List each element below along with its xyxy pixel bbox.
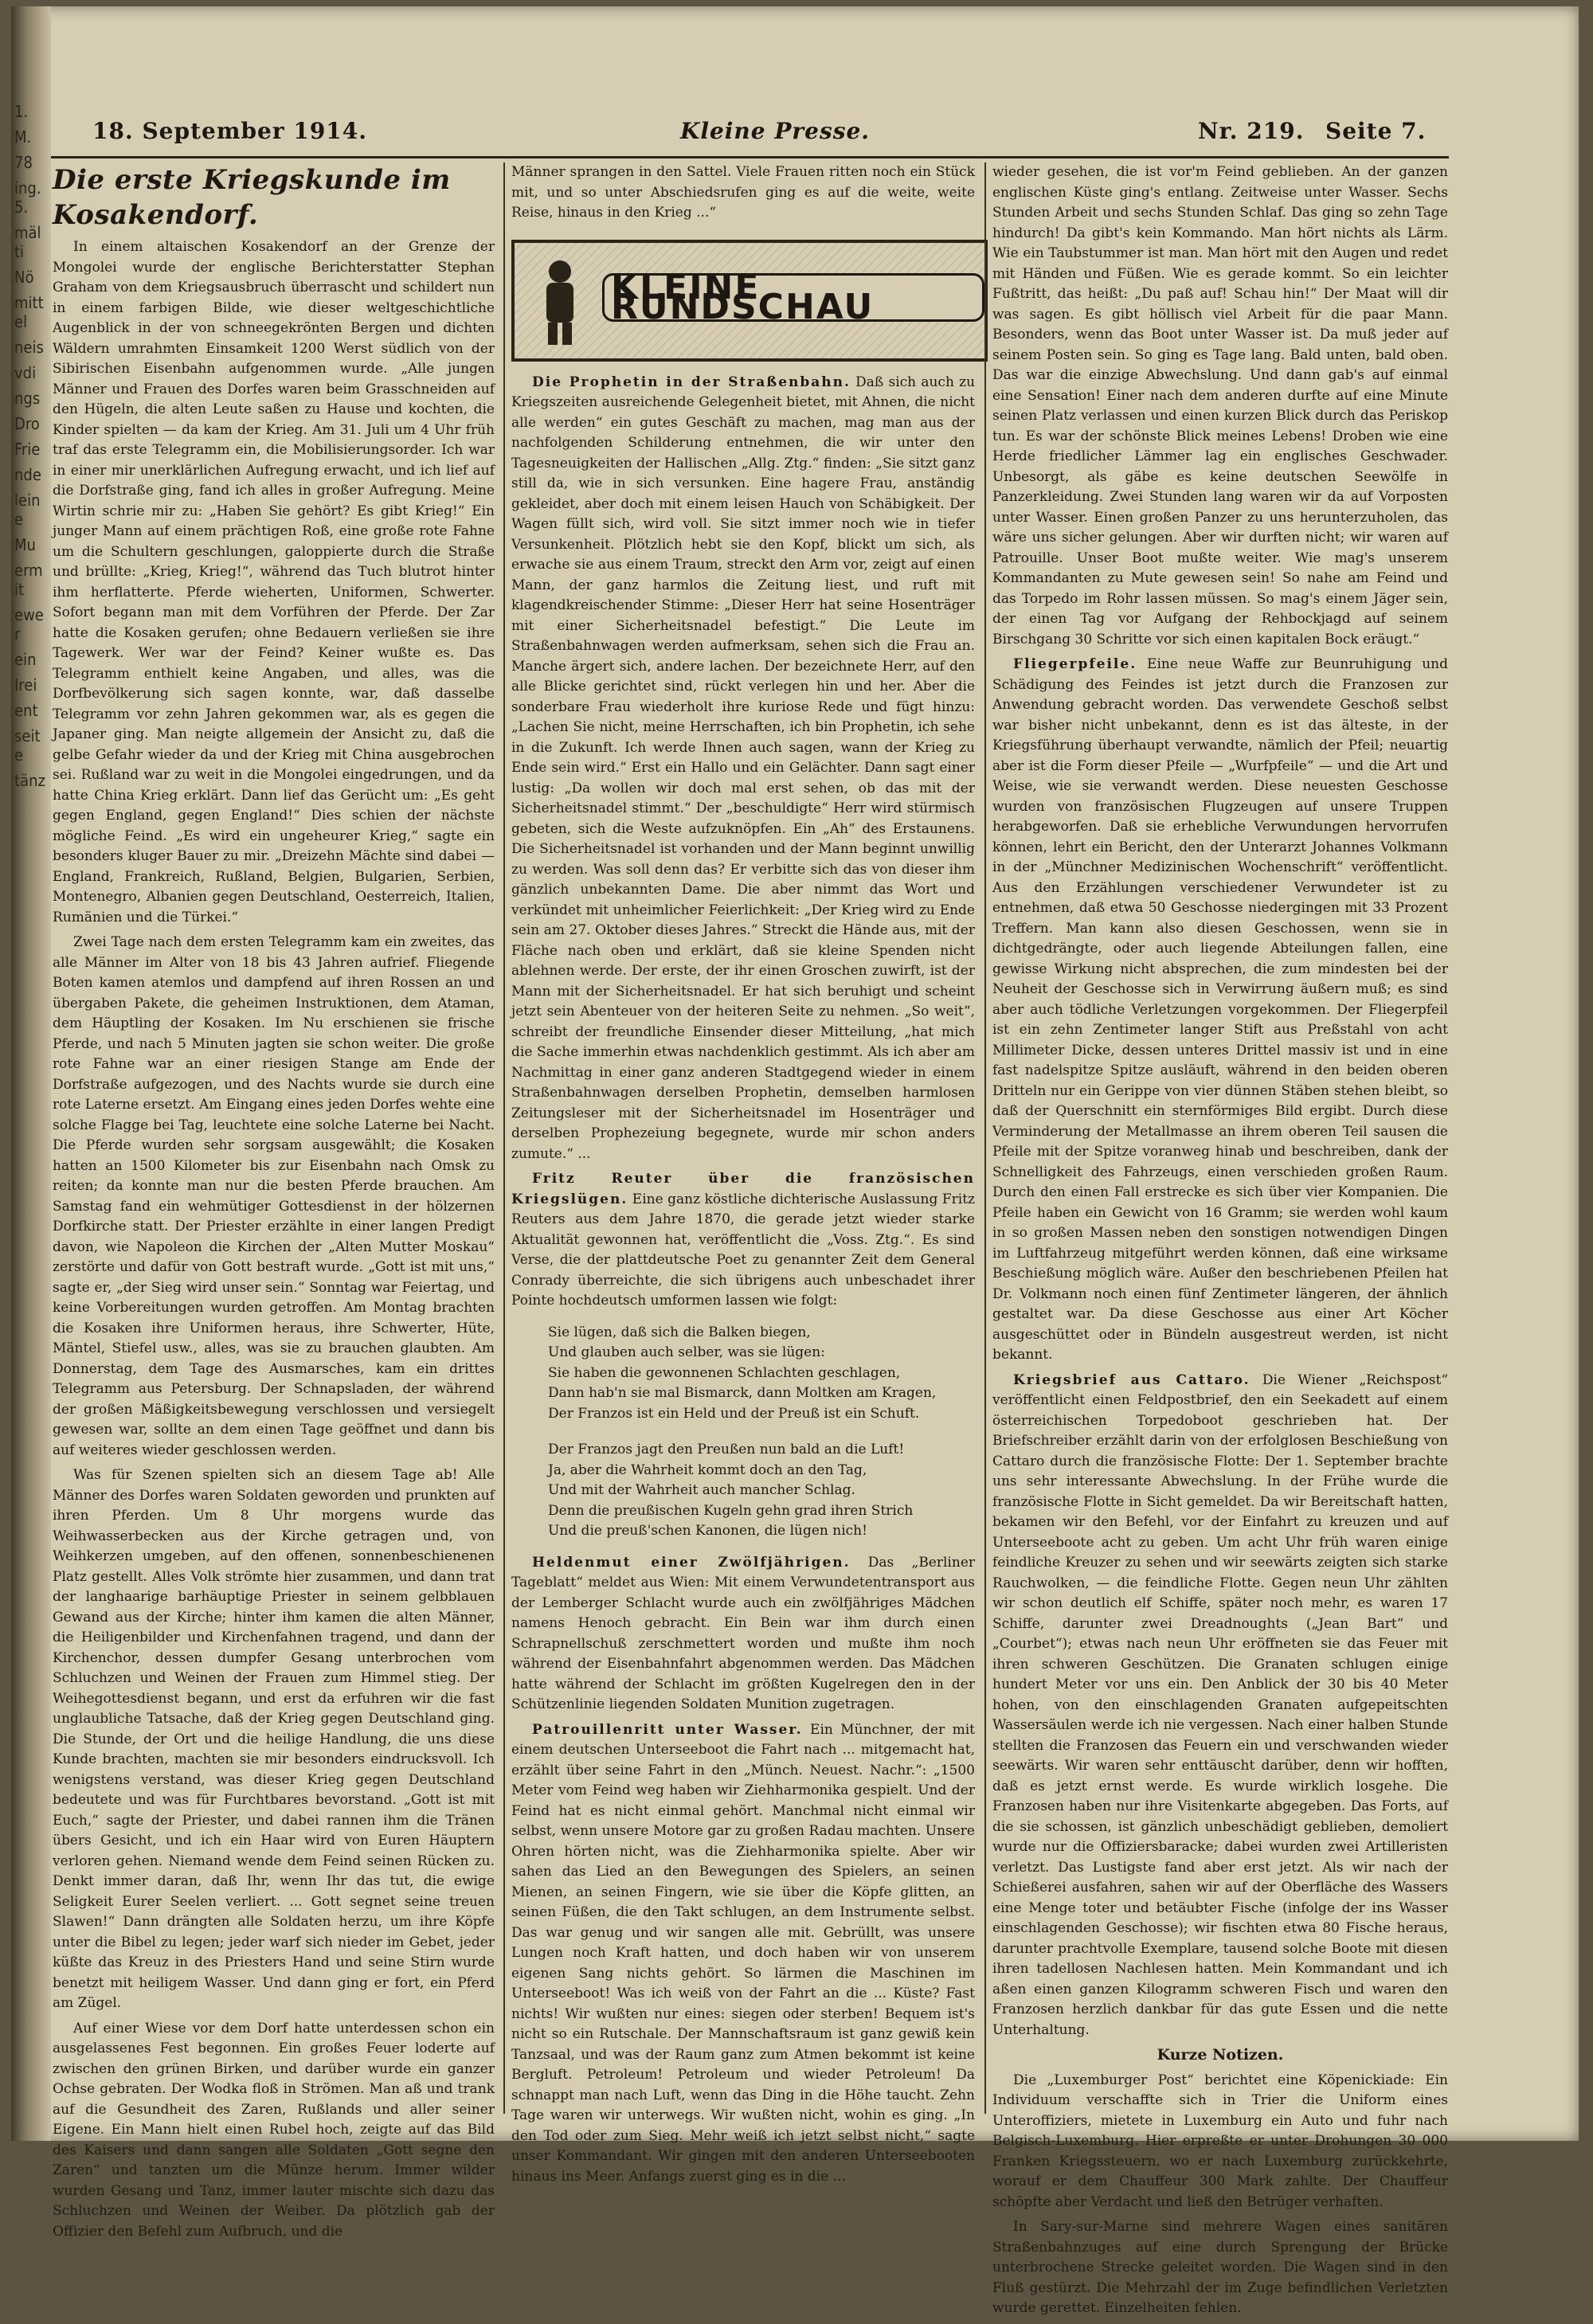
poem-line: Der Franzos jagt den Preußen nun bald an die Luft! (548, 1442, 905, 1457)
column-3 (992, 162, 1448, 2324)
article (992, 1371, 1448, 2041)
soldier-figure-icon (532, 257, 588, 346)
article (511, 1553, 975, 1716)
previous-page-fragment: 1. (14, 102, 29, 121)
column-2 (511, 162, 975, 2192)
paragraph: Zwei Tage nach dem ersten Telegramm kam ein zweites, das alle Männer im Alter von 18 bis 43 Jahren aufrief. Fliegende Boten kamen atemlos und dampfend auf ihren Rossen an und übergaben Pakete, die geheimen Instruktionen, dem Ataman, dem Häuptling der Kosaken. Im Nu erschienen sie frische Pferde, und nach 5 Minuten jagten sie schon weiter. Die große rote Fahne war an einer riesigen Stange am Ende der Dorfstraße aufgezogen, und des Nachts wurde sie durch eine rote Laterne ersetzt. Am Eingang eines jeden Dorfes wehte eine solche Flagge bei Tag, leuchtete eine solche Laterne bei Nacht. Die Pferde wurden sehr sorgsam ausgewählt; die Kosaken hatten an 1500 Kilometer bis zur Eisenbahn nach Omsk zu reiten; da konnte man nur die besten Pferde brauchen. Am Samstag fand ein wehmütiger Gottesdienst in der hölzernen Dorfkirche statt. Der Priester erzählte in einer langen Predigt davon, wie Napoleon die Kirchen der „Alten Mutter Moskau“ zerstörte und dafür von Gott bestraft wurde. „Gott ist mit uns,“ sagte er, „der Sieg wird unser sein.“ Sonntag war Feiertag, und keine Vorbereitungen wurden getroffen. Am Montag brachten die Kosaken ihre Uniformen heraus, ihre Schwerter, Hüte, Mäntel, Stiefel usw., alles, was sie zu brauchen glaubten. Am Donnerstag, dem Tage des Ausmarsches, kam ein drittes Telegramm aus Petersburg. Der Schnapsladen, der während der großen Mäßigkeitsbewegung verschlossen und versiegelt gewesen war, sollte an dem einen Tage geöffnet und dann bis auf weiteres wieder geschlossen werden. (53, 934, 495, 1458)
poem-line: Ja, aber die Wahrheit kommt doch an den Tag, (548, 1461, 867, 1478)
header-issue-number: Nr. 219. (1198, 118, 1305, 144)
article-title: Fliegerpfeile. (1013, 656, 1137, 672)
header-rule (51, 156, 1449, 158)
previous-page-fragment: tänz (14, 771, 45, 790)
paragraph: Männer sprangen in den Sattel. Viele Frauen ritten noch ein Stück mit, und so unter Abschiedsrufen ging es auf die weite, weite Reise, hinaus in den Krieg ...“ (511, 164, 975, 221)
poem (548, 1323, 975, 1542)
previous-page-fragment: vdi (14, 363, 37, 382)
section-heading: Kurze Notizen. (1157, 2046, 1284, 2064)
article-text: Eine ganz köstliche dichterische Auslassung Fritz Reuters aus dem Jahre 1870, die gerade jetzt wieder starke Aktualität gewonnen hat, veröffentlicht die „Voss. Ztg.“. Es sind Verse, die der plattdeutsche Poet zu genannter Zeit dem General Conrady überreichte, die sich übrigens auch unbeschadet ihrer Pointe hochdeutsch umformen lassen wie folgt: (511, 1191, 975, 1309)
previous-page-fragment: 78 (14, 153, 33, 172)
header-date: 18. September 1914. (92, 118, 368, 144)
previous-page-fragment: Frie (14, 440, 41, 459)
page-header (51, 118, 1449, 156)
header-newspaper: Kleine Presse. (680, 118, 871, 144)
poem-line: Und die preuß'schen Kanonen, die lügen nich! (548, 1523, 867, 1539)
previous-page-fragment: ewer (14, 605, 44, 644)
article (511, 1720, 975, 2188)
previous-page-fragments (14, 102, 46, 796)
poem-line: Und glauben auch selber, was sie lügen: (548, 1344, 825, 1360)
article-text: Daß sich auch zu Kriegszeiten ausreichende Gelegenheit bietet, mit Ahnen, die nicht alle werden“ ein gutes Geschäft zu machen, mag man aus der nachfolgenden Schilderung entnehmen, die wir unter den Tagesneuigkeiten der Hallischen „Allg. Ztg.“ finden: „Sie sitzt ganz still da, wie in sich versunken. Eine hagere Frau, anständig gekleidet, aber doch mit einem leisen Hauch von Schäbigkeit. Der Wagen füllt sich, wird voll. Sie sitzt immer noch wie in tiefer Versunkenheit. Plötzlich hebt sie den Kopf, blickt um sich, als erwache sie aus einem Traum, streckt den Arm vor, zeigt auf einen Mann, der ganz harmlos die Zeitung liest, und ruft mit klagendkreischender Stimme: „Dieser Herr hat seine Hosenträger mit einer Sicherheitsnadel befestigt.“ Die Leute im Straßenbahnwagen werden aufmerksam, sehen sich die Frau an. Manche ärgert sich, andere lachen. Der bezeichnete Herr, auf den alle Blicke gerichtet sind, rückt verlegen hin und her. Aber die sonderbare Frau wiederholt ihre kuriose Rede und fügt hinzu: „Lachen Sie nicht, meine Herrschaften, ich bin Prophetin, ich sehe in die Zukunft. Ich werde Ihnen auch sagen, wann der Krieg zu Ende sein wird.“ Erst ein Hallo und ein Gelächter. Dann sagt einer lustig: „Da wollen wir doch mal erst sehen, ob das mit der Sicherheitsnadel stimmt.“ Der „beschuldigte“ Herr wird stürmisch gebeten, sich die Weste aufzuknöpfen. Ein „Ah“ des Erstaunens. Die Sicherheitsnadel ist vorhanden und der Mann beginnt unwillig zu werden. Was soll denn das? Er verbitte sich das von dieser ihm gänzlich unbekannten Dame. Die aber nimmt das Wort und verkündet mit unheimlicher Feierlichkeit: „Der Krieg wird zu Ende sein am 27. Oktober dieses Jahres.“ Streckt die Hände aus, mit der Fläche nach oben und erklärt, daß sie kleine Spenden nicht ablehnen werde. Der erste, der ihr einen Groschen zuwirft, ist der Mann mit der Sicherheitsnadel. Er hat sich beruhigt und scheint jetzt sein Abenteuer von der heiteren Seite zu nehmen. „So weit“, schreibt der freundliche Einsender dieser Mitteilung, „hat mich die Sache immerhin etwas nachdenklich gestimmt. Als ich aber am Nachmittag in einer ganz anderen Stadtgegend wieder in einem Straßenbahnwagen derselben Prophetin, demselben harmlosen Zeitungsleser mit der Sicherheitsnadel im Hosenträger und derselben Prophezeiung begegnete, wurde mir schon anders zumute.“ ... (511, 374, 976, 1162)
article-text: Ein Münchner, der mit einem deutschen Unterseeboot die Fahrt nach ... mitgemacht hat, erzählt über seine Fahrt in den „Münch. Neuest. Nachr.“: „1500 Meter vom Feind weg haben wir Ziehharmonika gespielt. Und der Feind hat es nicht einmal gehört. Manchmal nicht einmal wir selbst, wenn unsere Motore gar zu großen Radau machten. Unsere Ohren hörten nicht, was die Ziehharmonika spielte. Aber wir sahen das Lied an den Bewegungen des Spielers, an seinen Mienen, an seinen Fingern, wie sie über die Köpfe glitten, an seinen Füßen, die den Takt schlugen, an dem Instrumente selbst. Das war genug und wir sangen alle mit. Gebrüllt, was unsere Lungen noch Kraft hatten, und doch haben wir von unserem eigenen Sang nichts gehört. So lärmen die Maschinen im Unterseeboot! Was ich weiß von der Fahrt an die ... Küste? Fast nichts! Wir wußten nur eines: siegen oder sterben! Bequem ist's nicht so ein Rutschale. Der Mannschaftsraum ist ganz gewiß kein Tanzsaal, und was der Raum ganz zum Atmen bekommt ist keine Bergluft. Petroleum! Petroleum und wieder Petroleum! Da schnappt man nach Luft, wenn das Ding in die Höhe taucht. Zehn Tage waren wir unterwegs. Wir wußten nicht, wohin es ging. „In den Tod oder zum Sieg. Mehr weiß ich jetzt selbst nicht,“ sagte unser Kommandant. Wir gingen mit den anderen Unterseebooten hinaus ins Meer. Anfangs zuerst ging es in die ... (511, 1721, 975, 2185)
previous-page-fragment: Irei (14, 675, 37, 694)
stanza-gap (548, 1424, 975, 1440)
previous-page-fragment: Dro (14, 414, 40, 433)
column-divider (984, 162, 986, 2114)
article-text: Das „Berliner Tageblatt“ meldet aus Wien: Mit einem Verwundetentransport aus der Lemberger Schlacht wurde auch ein zwölfjähriges Mädchen namens Henoch gebracht. Ein Bein war ihm durch einen Schrapnellschuß zerschmettert worden und mußte ihm noch während der Eisenbahnfahrt abgenommen werden. Das Mädchen hatte während der Schlacht im größten Kugelregen den in der Schützenlinie liegenden Soldaten Munition zugetragen. (511, 1554, 976, 1712)
column-1 (53, 162, 495, 2247)
previous-page-fragment: ermit (14, 561, 43, 599)
poem-line: Der Franzos ist ein Held und der Preuß ist ein Schuft. (548, 1405, 920, 1422)
header-page-number: Seite 7. (1325, 118, 1427, 144)
previous-page-fragment: leine (14, 491, 41, 529)
poem-line: Und mit der Wahrheit auch mancher Schlag. (548, 1482, 855, 1498)
article-headline: Die erste Kriegskunde im Kosakendorf. (53, 164, 451, 231)
poem-line: Sie haben die gewonnenen Schlachten geschlagen, (548, 1364, 901, 1381)
article (511, 373, 975, 1165)
article (992, 655, 1448, 1366)
article-title: Heldenmut einer Zwölfjährigen. (532, 1554, 851, 1571)
article-title: Patrouillenritt unter Wasser. (532, 1721, 803, 1738)
previous-page-fragment: ing. 5. (14, 178, 41, 217)
previous-page-fragment: ein (14, 650, 37, 669)
previous-page-fragment: Mu (14, 535, 36, 554)
newspaper-page (11, 6, 1579, 2316)
previous-page-fragment: ent (14, 701, 38, 720)
paragraph: In einem altaischen Kosakendorf an der Grenze der Mongolei wurde der englische Berichterstatter Stephan Graham von dem Kriegsausbruch überrascht und schildert nun in einem farbigen Bilde, wie dieser weltgeschichtliche Augenblick in der von schneegekrönten Bergen und dichten Wäldern umrahmten Einsamkeit 1200 Werst südlich von der Sibirischen Eisenbahn aufgenommen wurde. „Alle jungen Männer und Frauen des Dorfes waren beim Grasschneiden auf den Hügeln, die alten Leute saßen zu Hause und kochten, die Kinder spielten — da kam der Krieg. Am 31. Juli um 4 Uhr früh traf das erste Telegramm ein, die Mobilisierungsorder. Ich war in einer mir unerklärlichen Aufregung erwacht, und ich lief auf die Dorfstraße ging, fand ich alles in großer Aufregung. Meine Wirtin schrie mir zu: „Haben Sie gehört? Es gibt Krieg!“ Ein junger Mann auf einem prächtigen Roß, eine große rote Fahne um die Schultern geschlungen, galoppierte durch die Straße und brüllte: „Krieg, Krieg!“, während das Tuch blutrot hinter ihm herflatterte. Pferde wieherten, Uniformen, Schwerter. Sofort begann man mit dem Vorführen der Pferde. Der Zar hatte die Kosaken gerufen; ohne Bedauern verließen sie ihre Tagewerk. Wer war der Feind? Keiner wußte es. Das Telegramm enthielt keine Angaben, und alles, was die Dorfbevölkerung sich sagen konnte, war, daß dasselbe Telegramm vor zehn Jahren gekommen war, als es gegen die Japaner ging. Man neigte allgemein der Ansicht zu, daß die gelbe Gefahr wieder da und der Krieg mit China ausgebrochen sei. Rußland war zu weit in die Mongolei eingedrungen, und da hatte China Krieg erklärt. Dann lief das Gerücht um: „Es geht gegen England, gegen England!“ Dies schien der nächste mögliche Feind. „Es wird ein ungeheurer Krieg,“ sagte ein besonders kluger Bauer zu mir. „Dreizehn Mächte sind dabei — England, Frankreich, Rußland, Belgien, Bulgarien, Serbien, Montenegro, Albanien gegen Deutschland, Oesterreich, Italien, Rumänien und die Türkei.“ (53, 239, 495, 925)
paragraph: Die „Luxemburger Post“ berichtet eine Köpenickiade: Ein Individuum verschaffte sich in Trier die Uniform eines Unteroffiziers, mietete in Luxemburg ein Auto und fuhr nach Belgisch-Luxemburg. Hier erpreßte er unter Drohungen 30 000 Franken Kriegssteuern, wo er nach Luxemburg zurückkehrte, worauf er dem Chauffeur 300 Mark zahlte. Der Chauffeur schöpfte aber Verdacht und ließ den Betrüger verhaften. (992, 2072, 1448, 2210)
article (511, 1169, 975, 1312)
paragraph: Auf einer Wiese vor dem Dorf hatte unterdessen schon ein ausgelassenes Fest begonnen. Ein großes Feuer loderte auf zwischen den grünen Birken, und darüber wurde ein ganzer Ochse gebraten. Der Wodka floß in Strömen. Man aß und trank auf die Gesundheit des Zaren, Rußlands und aller seiner Eigene. Ein Mann hielt einen Rubel hoch, zeigte auf das Bild des Kaisers und dann sangen alle Soldaten „Gott segne den Zaren“ und tanzten um die Münze herum. Immer wilder wurden Gesang und Tanz, immer lauter mischte sich dazu das Schluchzen und Weinen der Weiber. Da plötzlich gab der Offizier den Befehl zum Aufbruch, und die (53, 2020, 495, 2240)
previous-page-fragment: Nö (14, 268, 34, 287)
article-title: Fritz Reuter über die französischen Kriegslügen. (511, 1171, 975, 1207)
paragraph: In Sary-sur-Marne sind mehrere Wagen eines sanitären Straßenbahnzuges auf eine durch Sprengung der Brücke unterbrochene Strecke geleitet worden. Die Wagen sind in den Fluß gestürzt. Die Mehrzahl der im Zuge befindlichen Verletzten wurde gerettet. Einzelheiten fehlen. (992, 2219, 1448, 2316)
article-text: Die Wiener „Reichspost“ veröffentlicht einen Feldpostbrief, den ein Seekadett auf einem österreichischen Torpedoboot geschrieben hat. Der Briefschreiber erzählt darin von der erfolglosen Beschießung von Cattaro durch die französische Flotte: Der 1. September brachte uns sehr interessante Abwechslung. In der Frühe wurde die französische Flotte in Sicht gemeldet. Da wir Bereitschaft hatten, bekamen wir den Befehl, vor der Einfahrt zu kreuzen und auf Unterseeboote acht zu geben. Um acht Uhr früh waren einige feindliche Kreuzer zu sehen und wir seewärts zeigten sich starke Rauchwolken, — die feindliche Flotte. Gegen neun Uhr zählten wir schon deutlich elf Schiffe, später noch mehr, es waren 17 Schiffe, darunter zwei Dreadnoughts („Jean Bart“ und „Courbet“); etwas nach neun Uhr eröffneten sie das Feuer mit ihren schweren Geschützen. Die Granaten schlugen einige hundert Meter vor uns ein. Den Anblick der 30 bis 40 Meter hohen, von den einschlagenden Granaten aufgepeitschten Wassersäulen werde ich nie vergessen. Nach einer halben Stunde stellten die Franzosen das Feuern ein und verschwanden wieder seewärts. Wir waren sehr enttäuscht darüber, denn wir hofften, daß es jetzt ernst werde. Es wurde wirklich losgehe. Die Franzosen haben nur ihre Visitenkarte abgegeben. Das Forts, auf die sie schossen, ist gänzlich unbeschädigt geblieben, demoliert wurde nur die Offiziersbaracke; dabei wurden zwei Artilleristen verletzt. Das Lustigste fand aber erst jetzt. Als wir nach der Schießerei ausfahren, sahen wir auf der Oberfläche des Wassers eine Menge toter und betäubter Fische (infolge der ins Wasser einschlagenden Geschosse); wir fischten etwa 80 Fische heraus, darunter prachtvolle Exemplare, tausend solche Boote mit diesen ihren tadellosen Nachlesen hatten. Mein Kommandant und ich aßen einen ganzen Kilogramm schweren Fisch und waren den Franzosen herzlich dankbar für das gute Essen und die nette Unterhaltung. (992, 1371, 1449, 2038)
poem-line: Dann hab'n sie mal Bismarck, dann Moltken am Kragen, (548, 1385, 937, 1401)
previous-page-fragment: nde (14, 465, 41, 484)
previous-page-fragment: seite (14, 726, 41, 765)
paragraph: wieder gesehen, die ist vor'm Feind geblieben. An der ganzen englischen Küste ging's entlang. Zeitweise unter Wasser. Sechs Stunden Arbeit und sechs Stunden Schlaf. Das ging so zehn Tage hindurch! Da gibt's kein Kommando. Man hört nichts als Lärm. Wie ein Taubstummer ist man. Man hört mit den Augen und redet mit Händen und Füßen. Wie es gerade kommt. So ein leichter Fußtritt, das heißt: „Du paß auf! Schau hin!“ Der Maat will dir was sagen. Es gibt höllisch viel Arbeit für die paar Mann. Besonders, wenn das Boot unter Wasser ist. Da muß jeder auf seinem Posten sein. So ging es Tage lang. Bald unten, bald oben. Das war die einzige Abwechslung. Und dann gab's auf einmal eine Sensation! Einer nach dem anderen durfte auf eine Minute seinen Platz verlassen und einen kurzen Blick durch das Periskop tun. Es war der schönste Blick meines Lebens! Droben wie eine Herde friedlicher Lämmer lag ein englisches Geschwader. Unbesorgt, als gäbe es keine deutschen Seewölfe in Panzerkleidung. Zwei Stunden lang waren wir da auf Vorposten unter Wasser. Einen großen Panzer zu uns herunterzuholen, das wäre uns sicher gelungen. Aber wir durften nicht; wir waren auf Patrouille. Unser Boot mußte weiter. Wie mag's unserem Kommandanten zu Mute gewesen sein! So nahe am Feind und das Torpedo im Rohr lassen müssen. So mag's einem Jäger sein, der einen Tag vor Aufgang der Rehbockjagd auf seinem Birschgang 30 Schritte vor sich einen kapitalen Bock eräugt.“ (992, 164, 1448, 648)
previous-page-fragment: M. (14, 127, 32, 147)
poem-line: Denn die preußischen Kugeln gehn grad ihren Strich (548, 1502, 914, 1519)
previous-page-fragment: mittel (14, 293, 44, 331)
previous-page-fragment: neis (14, 338, 44, 357)
article-title: Kriegsbrief aus Cattaro. (1013, 1371, 1251, 1388)
poem-line: Sie lügen, daß sich die Balken biegen, (548, 1324, 811, 1340)
column-divider (503, 162, 505, 2114)
previous-page-fragment: ngs (14, 389, 41, 408)
article-title: Die Prophetin in der Straßenbahn. (532, 374, 851, 390)
masthead-title: KLEINE RUNDSCHAU (602, 273, 984, 322)
previous-page-fragment: mälti (14, 223, 41, 261)
kleine-rundschau-masthead (511, 240, 988, 362)
paragraph: Was für Szenen spielten sich an diesem Tage ab! Alle Männer des Dorfes waren Soldaten geworden und prunkten auf ihren Pferden. Um 8 Uhr morgens wurde das Weihwasserbecken aus der Kirche getragen und, von Weihkerzen umgeben, auf den offenen, sonnenbeschienenen Platz gestellt. Alles Volk strömte hier zusammen, und dann trat der langhaarige barhäuptige Priester in seinem gelbblauen Gewand aus der Kirche; hinter ihm kamen die alten Männer, die Heiligenbilder und Kirchenfahnen tragend, und dann der Kirchenchor, dessen dumpfer Gesang unterbrochen vom Schluchzen und Weinen der Frauen zum Himmel stieg. Der Weihegottesdienst begann, und erst da erfuhren wir die fast unglaubliche Tatsache, daß der Krieg gegen Deutschland ging. Die Stunde, der Ort und die heilige Handlung, die uns diese Kunde brachten, machten sie mir besonders eindrucksvoll. Ich wenigstens verstand, was dieser Krieg gegen Deutschland bedeutete und was für Furchtbares bevorstand. „Gott ist mit Euch,“ sagte der Priester, und dabei rannen ihm die Tränen übers Gesicht, und ich ein Haar wird von Euren Häuptern verloren gehen. Niemand wende dem Feind seinen Rücken zu. Denkt immer daran, daß Ihr, wenn Ihr das tut, die ewige Seligkeit Eurer Seelen verliert. ... Gott segnet seine treuen Slawen!“ Dann drängten alle Soldaten herzu, um ihre Köpfe unter die Bibel zu legen; jeder warf sich nieder im Gebet, jeder küßte das Kreuz in des Priesters Hand und seine Stirn wurde benetzt mit heiligem Wasser. Und dann ging er fort, ein Pferd am Zügel. (53, 1467, 495, 2011)
article-text: Eine neue Waffe zur Beunruhigung und Schädigung des Feindes ist jetzt durch die Franzosen zur Anwendung gebracht worden. Das verwendete Geschoß selbst war bisher nicht unbekannt, denn es ist das älteste, in der Kriegsführung überhaupt verwandte, nämlich der Pfeil; neuartig aber ist die Form dieser Pfeile — „Wurfpfeile“ — und die Art und Weise, wie sie verwandt werden. Diese neuesten Geschosse wurden von französischen Flugzeugen auf unsere Truppen herabgeworfen. Daß sie erhebliche Verwundungen hervorrufen können, lehrt ein Bericht, den der Unterarzt Johannes Volkmann in der „Münchner Medizinischen Wochenschrift“ veröffentlicht. Aus den Erzählungen verschiedener Verwundeter ist zu entnehmen, daß etwa 50 Geschosse niedergingen mit 33 Prozent Treffern. Man kann also diesen Geschossen, wenn sie in dichtgedrängte, oder auch liegende Abteilungen fallen, eine gewisse Wirkung nicht absprechen, die zum mindesten bei der Neuheit der Geschosse sich in Verwirrung äußern muß; es sind aber auch tödliche Verletzungen vorgekommen. Der Fliegerpfeil ist ein zehn Zentimeter langer Stift aus Preßstahl von acht Millimeter Dicke, dessen unteres Drittel massiv ist und in eine fast nadelspitze Spitze ausläuft, während in den beiden oberen Dritteln nur ein Gerippe von vier dünnen Stäben stehen bleibt, so daß der Querschnitt ein sternförmiges Bild ergibt. Durch diese Verminderung der Metallmasse an ihrem oberen Teil sausen die Pfeile mit der Spitze voranweg hinab und beschreiben, dank der Schnelligkeit des Fahrzeugs, einen verschieden großen Raum. Durch den einen Fall erstrecke es sich über vier Kompanien. Die Pfeile haben ein Gewicht von 16 Gramm; sie werden wohl kaum in so großen Massen neben den sonstigen notwendigen Dingen im Luftfahrzeug mitgeführt werden können, daß eine wirksame Beschießung möglich wäre. Außer den beschriebenen Pfeilen hat Dr. Volkmann noch einen fünf Zentimeter längeren, der ähnlich gestaltet war. Da diese Geschosse aus einer Art Köcher ausgeschüttet oder in Bündeln ausgestreut werden, ist nicht bekannt. (992, 656, 1448, 1363)
